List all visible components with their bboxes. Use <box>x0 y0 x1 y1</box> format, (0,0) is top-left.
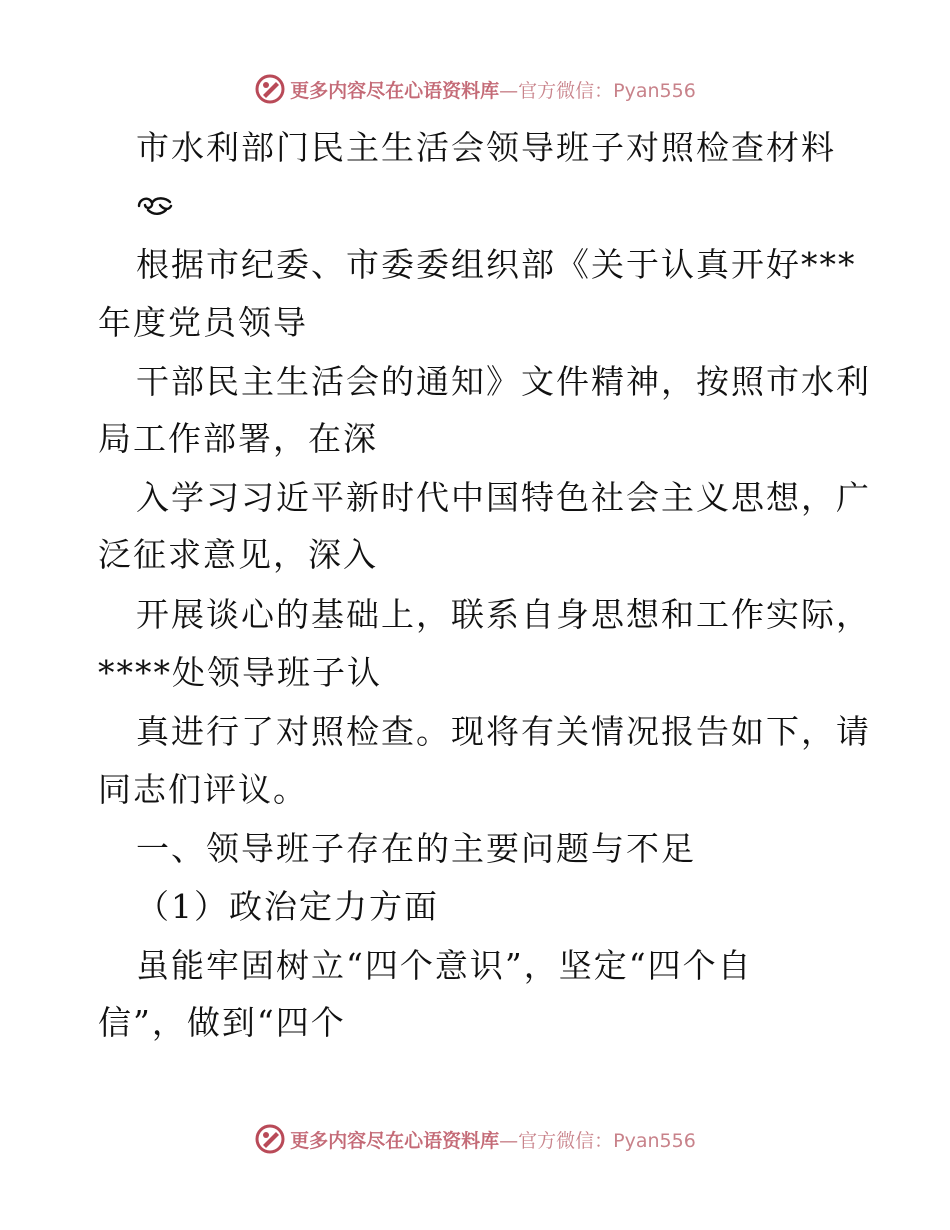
paragraph-line: 信”，做到“四个 <box>98 1003 346 1042</box>
watermark-brand: 更多内容尽在心语资料库 <box>290 79 500 102</box>
header-watermark <box>0 72 950 106</box>
paragraph-line: 开展谈心的基础上，联系自身思想和工作实际， <box>136 595 871 634</box>
paragraph-line: 泛征求意见，深入 <box>98 535 378 574</box>
watermark-logo-icon <box>254 1123 286 1155</box>
paragraph-line: 入学习习近平新时代中国特色社会主义思想，广 <box>136 478 871 517</box>
watermark-brand: 更多内容尽在心语资料库 <box>290 1129 500 1152</box>
paragraph-line: 根据市纪委、市委委组织部《关于认真开好*** <box>136 245 857 284</box>
paragraph-line: 同志们评议。 <box>98 770 308 809</box>
subsection-heading: （1）政治定力方面 <box>136 887 439 926</box>
paragraph-line: 局工作部署，在深 <box>98 419 378 458</box>
watermark-contact: —官方微信：Pyan556 <box>499 79 696 102</box>
paragraph-line: 虽能牢固树立“四个意识”，坚定“四个自 <box>136 946 753 985</box>
footer-watermark <box>0 1122 950 1156</box>
paragraph-line: ****处领导班子认 <box>98 653 382 692</box>
document-title: 市水利部门民主生活会领导班子对照检查材料 <box>136 128 836 167</box>
ornament-icon <box>136 190 174 220</box>
paragraph-line: 真进行了对照检查。现将有关情况报告如下，请 <box>136 712 871 751</box>
watermark-logo-icon <box>254 73 286 105</box>
section-heading: 一、领导班子存在的主要问题与不足 <box>136 829 696 868</box>
paragraph-line: 年度党员领导 <box>98 303 308 342</box>
watermark-contact: —官方微信：Pyan556 <box>499 1129 696 1152</box>
paragraph-line: 干部民主生活会的通知》文件精神，按照市水利 <box>136 362 871 401</box>
